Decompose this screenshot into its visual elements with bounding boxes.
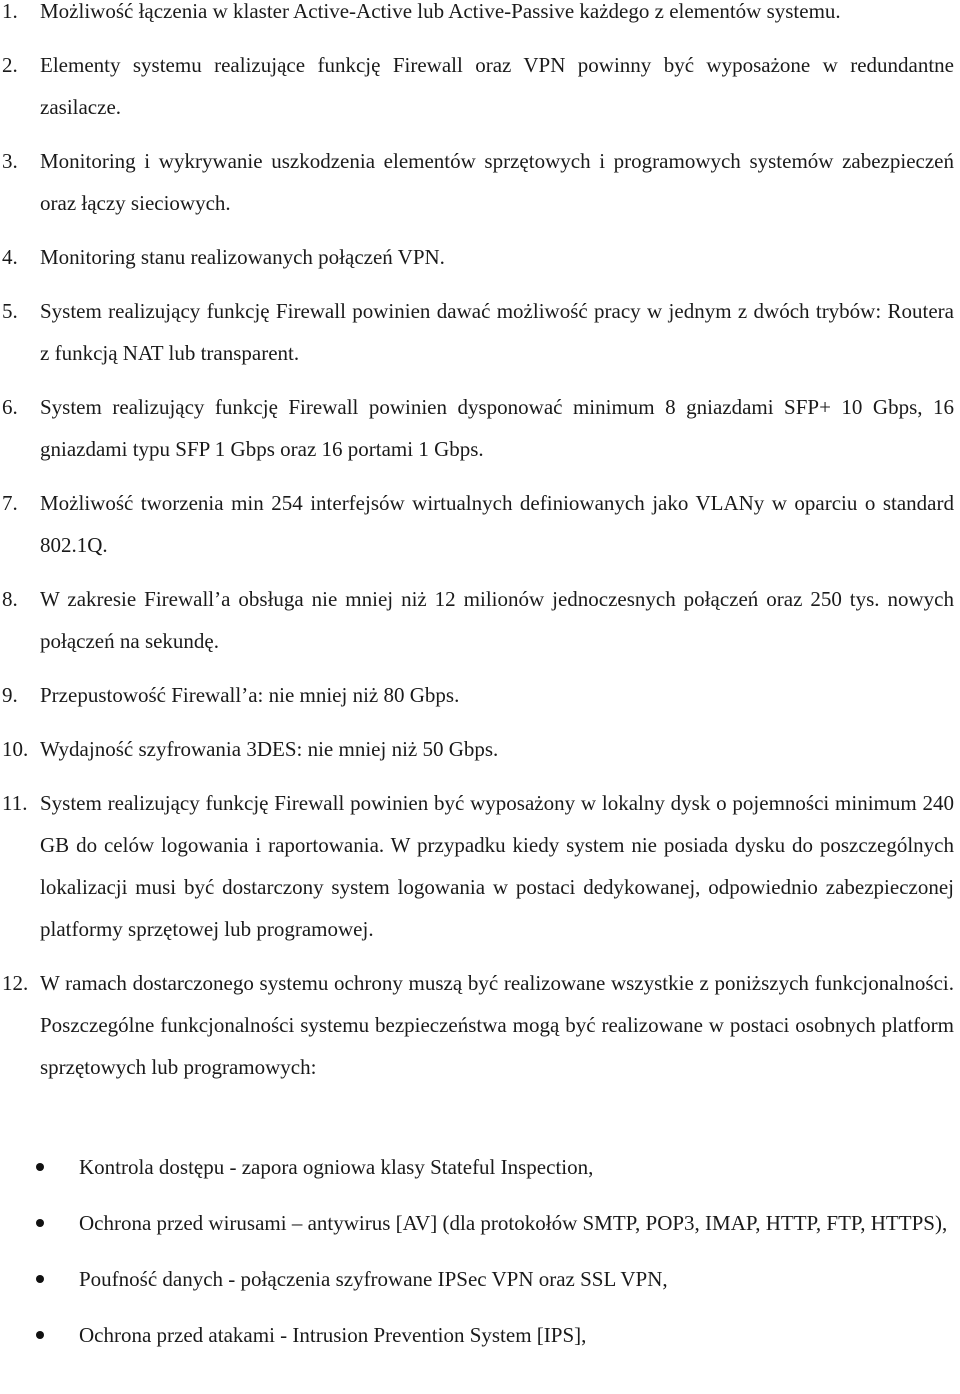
requirement-number: 11. xyxy=(2,791,28,815)
requirement-number: 5. xyxy=(2,299,18,323)
requirement-text: Elementy systemu realizujące funkcję Firewall oraz VPN powinny być wyposażone w redundantne zasilacze. xyxy=(40,53,954,119)
requirement-number: 8. xyxy=(2,587,18,611)
requirement-item xyxy=(0,290,960,374)
spacer xyxy=(0,1244,960,1258)
bullet-text: Ochrona przed wirusami – antywirus [AV] (dla protokołów SMTP, POP3, IMAP, HTTP, FTP, HTTPS), xyxy=(79,1211,948,1235)
spacer xyxy=(0,566,960,578)
functionality-bullet-list xyxy=(0,1146,960,1356)
spacer xyxy=(0,224,960,236)
bullet-item xyxy=(0,1314,960,1356)
requirement-text: Wydajność szyfrowania 3DES: nie mniej niż 50 Gbps. xyxy=(40,737,499,761)
requirement-text: W zakresie Firewall’a obsługa nie mniej niż 12 milionów jednoczesnych połączeń oraz 250 tys. nowych połączeń na sekundę. xyxy=(40,587,954,653)
requirement-item xyxy=(0,44,960,128)
requirement-number: 2. xyxy=(2,53,18,77)
bullet-icon xyxy=(36,1219,44,1227)
spacer xyxy=(0,716,960,728)
bullet-text: Kontrola dostępu - zapora ogniowa klasy Stateful Inspection, xyxy=(79,1155,594,1179)
bullet-item xyxy=(0,1146,960,1188)
requirement-text: Przepustowość Firewall’a: nie mniej niż 80 Gbps. xyxy=(40,683,460,707)
requirement-item xyxy=(0,0,960,32)
requirement-number: 10. xyxy=(2,737,29,761)
bullet-item xyxy=(0,1202,960,1244)
requirement-number: 9. xyxy=(2,683,18,707)
bullet-text: Poufność danych - połączenia szyfrowane IPSec VPN oraz SSL VPN, xyxy=(79,1267,668,1291)
requirement-text: System realizujący funkcję Firewall powinien dysponować minimum 8 gniazdami SFP+ 10 Gbps, 16 gniazdami typu SFP 1 Gbps oraz 16 portami 1 Gbps. xyxy=(40,395,954,461)
spacer xyxy=(0,662,960,674)
requirement-item xyxy=(0,782,960,950)
requirement-text: Monitoring i wykrywanie uszkodzenia elementów sprzętowych i programowych systemów zabezpieczeń oraz łączy sieciowych. xyxy=(40,149,954,215)
bullet-text: Ochrona przed atakami - Intrusion Prevention System [IPS], xyxy=(79,1323,587,1347)
spacer xyxy=(0,32,960,44)
bullet-icon xyxy=(36,1163,44,1171)
requirement-text: W ramach dostarczonego systemu ochrony muszą być realizowane wszystkie z poniższych funkcjonalności. Poszczególne funkcjonalności systemu bezpieczeństwa mogą być realizowane w postaci osobnych platform sprzętowych lub programowych: xyxy=(40,971,954,1079)
requirement-item xyxy=(0,578,960,662)
requirement-number: 7. xyxy=(2,491,18,515)
requirement-number: 3. xyxy=(2,149,18,173)
requirement-item xyxy=(0,728,960,770)
spacer xyxy=(0,278,960,290)
requirement-item xyxy=(0,962,960,1088)
requirement-text: System realizujący funkcję Firewall powinien być wyposażony w lokalny dysk o pojemności minimum 240 GB do celów logowania i raportowania. W przypadku kiedy system nie posiada dysku do poszczególnych lokalizacji musi być dostarczony system logowania w postaci dedykowanej, odpowiednio zabezpieczonej platformy sprzętowej lub programowej. xyxy=(40,791,954,941)
requirement-text: Możliwość łączenia w klaster Active-Active lub Active-Passive każdego z elementów systemu. xyxy=(40,0,841,23)
spacer xyxy=(0,374,960,386)
requirement-text: System realizujący funkcję Firewall powinien dawać możliwość pracy w jednym z dwóch trybów: Routera z funkcją NAT lub transparent. xyxy=(40,299,954,365)
requirement-item xyxy=(0,482,960,566)
requirement-item xyxy=(0,236,960,278)
bullet-item xyxy=(0,1258,960,1300)
requirement-text: Możliwość tworzenia min 254 interfejsów wirtualnych definiowanych jako VLANy w oparciu o standard 802.1Q. xyxy=(40,491,954,557)
bullet-icon xyxy=(36,1275,44,1283)
spacer xyxy=(0,128,960,140)
requirement-number: 12. xyxy=(2,971,29,995)
requirement-number: 1. xyxy=(2,0,18,23)
spacer xyxy=(0,1300,960,1314)
requirement-number: 6. xyxy=(2,395,18,419)
spacer xyxy=(0,950,960,962)
requirement-number: 4. xyxy=(2,245,18,269)
requirement-item xyxy=(0,674,960,716)
requirement-item xyxy=(0,140,960,224)
spacer xyxy=(0,770,960,782)
bullet-icon xyxy=(36,1331,44,1339)
requirement-item xyxy=(0,386,960,470)
spacer xyxy=(0,1188,960,1202)
requirement-text: Monitoring stanu realizowanych połączeń VPN. xyxy=(40,245,445,269)
spacer xyxy=(0,470,960,482)
